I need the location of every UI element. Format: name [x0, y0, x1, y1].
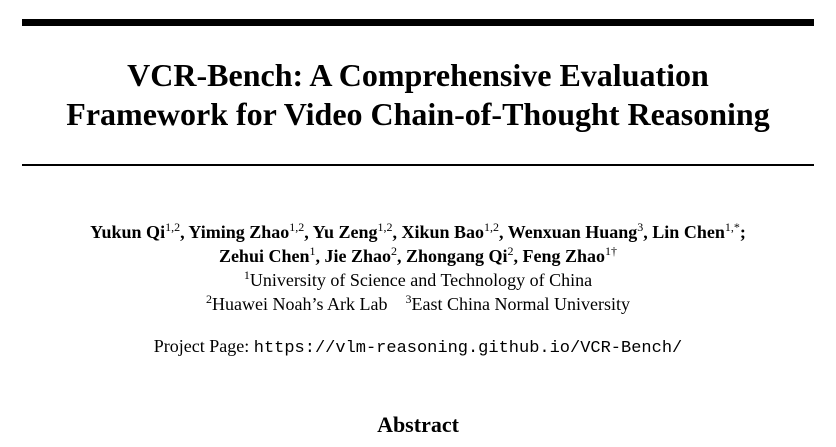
author-name: Feng Zhao$^{1\dagger}$ — [522, 244, 618, 266]
project-page-link[interactable]: https://vlm-reasoning.github.io/VCR-Bench/ — [253, 339, 683, 358]
author-line-1 — [0, 220, 836, 244]
affiliation-marker: 2 — [206, 292, 213, 306]
title-line-2: Framework for Video Chain-of-Thought Reasoning — [66, 96, 770, 132]
project-page — [0, 334, 836, 361]
author-name: Yiming Zhao$^{1,2}$, — [188, 220, 313, 242]
top-rule — [22, 19, 814, 26]
author-name: Xikun Bao$^{1,2}$, — [401, 220, 508, 242]
author-name: Yukun Qi$^{1,2}$, — [90, 220, 189, 242]
paper-title — [0, 56, 836, 134]
affiliation-text: Huawei Noah’s Ark Lab — [212, 294, 388, 314]
affiliation-text: East China Normal University — [411, 294, 630, 314]
author-name: Yu Zeng$^{1,2}$, — [312, 220, 402, 242]
author-name: Lin Chen$^{1,*}$; — [652, 220, 746, 242]
affiliation-marker: 3 — [405, 292, 412, 306]
bottom-rule — [22, 164, 814, 166]
author-block — [0, 220, 836, 316]
title-line-1: VCR-Bench: A Comprehensive Evaluation — [127, 57, 709, 93]
author-name: Zhongang Qi$^2$, — [405, 244, 523, 266]
project-page-label: Project Page: — [153, 336, 254, 356]
author-line-2 — [0, 244, 836, 268]
author-name: Zehui Chen$^1$, — [218, 244, 325, 266]
author-name: Wenxuan Huang$^3$, — [507, 220, 653, 242]
affiliation-marker: 1 — [243, 268, 250, 282]
affiliation-line-2 — [0, 292, 836, 316]
affiliation-text: University of Science and Technology of China — [249, 270, 593, 290]
affiliation-line-1 — [0, 268, 836, 292]
author-name: Jie Zhao$^2$, — [324, 244, 406, 266]
abstract-heading: Abstract — [377, 412, 459, 437]
